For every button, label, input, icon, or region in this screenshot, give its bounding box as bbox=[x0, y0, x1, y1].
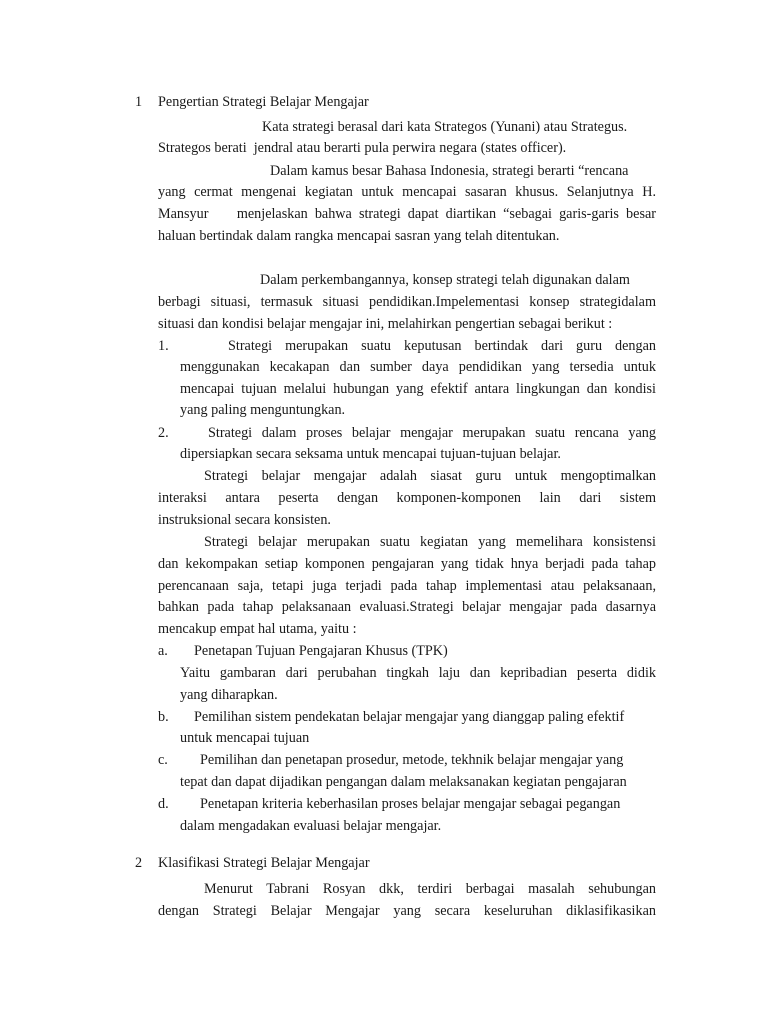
list-item-line: tepat dan dapat dijadikan pengangan dalam melaksanakan kegiatan pengajaran bbox=[180, 774, 627, 790]
list-item-line: Pemilihan sistem pendekatan belajar mengajar yang dianggap paling efektif bbox=[194, 709, 625, 725]
paragraph-line: mencakup empat hal utama, yaitu : bbox=[158, 621, 357, 637]
list-item-title: Penetapan Tujuan Pengajaran Khusus (TPK) bbox=[194, 643, 448, 659]
paragraph-line: situasi dan kondisi belajar mengajar ini, melahirkan pengertian sebagai berikut : bbox=[158, 316, 613, 332]
paragraph-line: Kata strategi berasal dari kata Strategos (Yunani) atau Strategus. bbox=[262, 119, 628, 135]
paragraph-line: haluan bertindak dalam rangka mencapai sasran yang telah ditentukan. bbox=[158, 228, 560, 244]
section-2-number: 2 bbox=[135, 855, 143, 871]
list-item-line: untuk mencapai tujuan bbox=[180, 730, 310, 746]
list-marker: b. bbox=[158, 709, 169, 725]
paragraph-line: Dalam kamus besar Bahasa Indonesia, strategi berarti “rencana bbox=[270, 163, 629, 179]
list-marker: 1. bbox=[158, 338, 169, 354]
list-item-line: yang diharapkan. bbox=[180, 687, 278, 703]
paragraph-line: Mansyur menjelaskan bahwa strategi dapat diartikan “sebagai garis-garis besar bbox=[158, 206, 656, 222]
list-item-line: Pemilihan dan penetapan prosedur, metode, tekhnik belajar mengajar yang bbox=[200, 752, 624, 768]
section-1-heading: Pengertian Strategi Belajar Mengajar bbox=[158, 94, 369, 110]
list-marker: 2. bbox=[158, 425, 169, 441]
section-1-number: 1 bbox=[135, 94, 143, 110]
list-item-line: Strategi dalam proses belajar mengajar merupakan suatu rencana yang bbox=[208, 425, 656, 441]
paragraph-line: Strategi belajar merupakan suatu kegiatan yang memelihara konsistensi bbox=[204, 534, 656, 550]
list-marker: d. bbox=[158, 796, 169, 812]
paragraph-line: berbagi situasi, termasuk situasi pendidikan.Impelementasi konsep strategidalam bbox=[158, 294, 656, 310]
paragraph-line: instruksional secara konsisten. bbox=[158, 512, 331, 528]
list-item-line: dalam mengadakan evaluasi belajar mengajar. bbox=[180, 818, 442, 834]
list-item-line: menggunakan kecakapan dan sumber daya pendidikan yang tersedia untuk bbox=[180, 359, 656, 375]
list-marker: a. bbox=[158, 643, 168, 659]
paragraph-line: dengan Strategi Belajar Mengajar yang secara keseluruhan diklasifikasikan bbox=[158, 903, 656, 919]
list-item-line: Penetapan kriteria keberhasilan proses belajar mengajar sebagai pegangan bbox=[200, 796, 621, 812]
list-item-line: yang paling menguntungkan. bbox=[180, 402, 346, 418]
paragraph-line: bahkan pada tahap pelaksanaan evaluasi.Strategi belajar mengajar pada dasarnya bbox=[158, 599, 656, 615]
paragraph-line: Menurut Tabrani Rosyan dkk, terdiri berbagai masalah sehubungan bbox=[204, 881, 656, 897]
paragraph-line: Dalam perkembangannya, konsep strategi telah digunakan dalam bbox=[260, 272, 630, 288]
list-item-line: Yaitu gambaran dari perubahan tingkah laju dan kepribadian peserta didik bbox=[180, 665, 656, 681]
paragraph-line: perencanaan saja, tetapi juga terjadi pada tahap implementasi atau pelaksanaan, bbox=[158, 578, 656, 594]
section-2-heading: Klasifikasi Strategi Belajar Mengajar bbox=[158, 855, 370, 871]
paragraph-line: Strategi belajar mengajar adalah siasat guru untuk mengoptimalkan bbox=[204, 468, 656, 484]
list-item-line: dipersiapkan secara seksama untuk mencapai tujuan-tujuan belajar. bbox=[180, 446, 561, 462]
list-item-line: Strategi merupakan suatu keputusan bertindak dari guru dengan bbox=[228, 338, 656, 354]
paragraph-line: interaksi antara peserta dengan komponen-komponen lain dari sistem bbox=[158, 490, 656, 506]
list-marker: c. bbox=[158, 752, 168, 768]
list-item-line: mencapai tujuan melalui hubungan yang efektif antara lingkungan dan kondisi bbox=[180, 381, 656, 397]
paragraph-line: Strategos berati jendral atau berarti pula perwira negara (states officer). bbox=[158, 140, 567, 156]
paragraph-line: yang cermat mengenai kegiatan untuk mencapai sasaran khusus. Selanjutnya H. bbox=[158, 184, 656, 200]
paragraph-line: dan kekompakan setiap komponen pengajaran yang tidak hnya berjadi pada tahap bbox=[158, 556, 656, 572]
